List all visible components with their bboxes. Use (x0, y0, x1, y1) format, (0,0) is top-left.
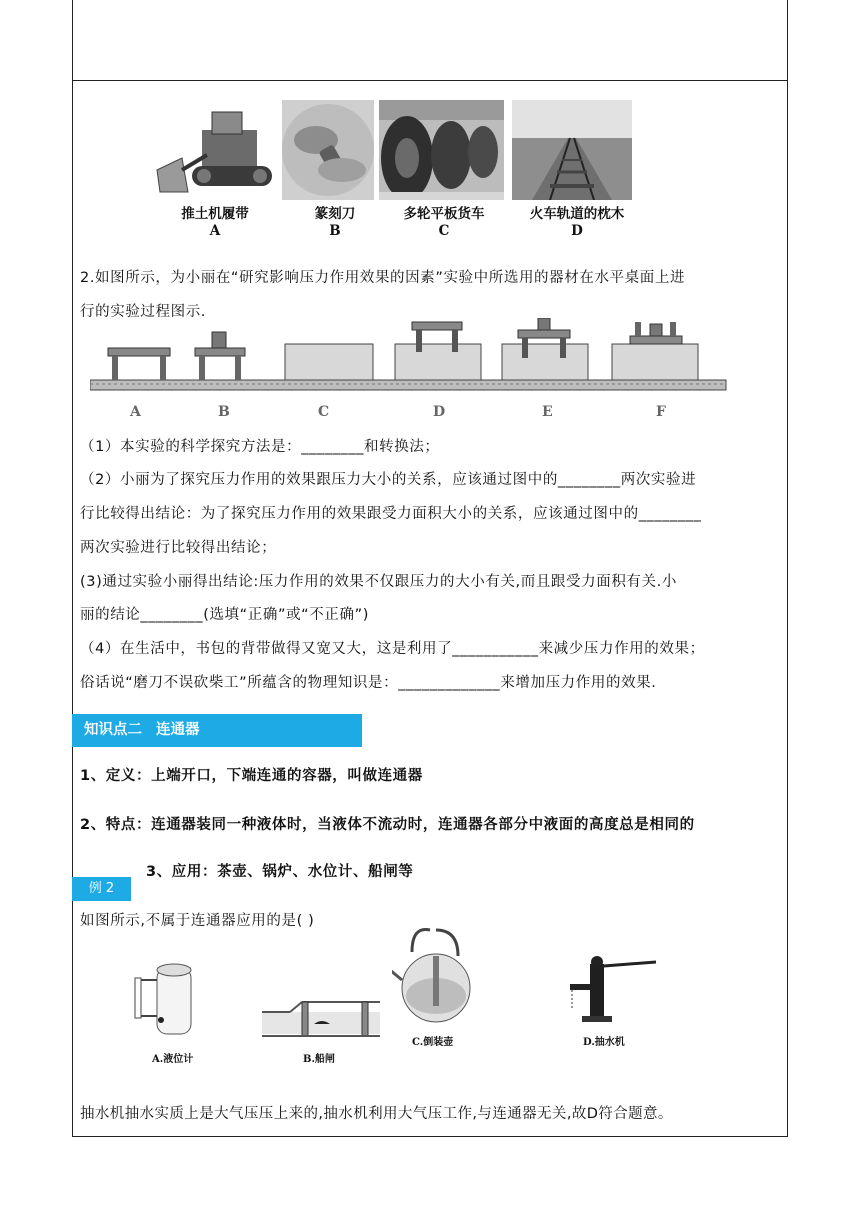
question-2-stem-line1: 2.如图所示，为小丽在“研究影响压力作用效果的因素”实验中所选用的器材在水平桌面上进 (80, 270, 686, 286)
question-2-stem-line2: 行的实验过程图示. (80, 304, 207, 320)
engraving-knife-photo (282, 100, 374, 200)
flatbed-truck-photo (379, 100, 504, 200)
caption-name: 多轮平板货车 (403, 206, 485, 222)
caption-a (160, 206, 270, 240)
frame-left-edge-top (72, 0, 73, 80)
caption-b (290, 206, 380, 240)
question-2-part4-line2: 俗话说“磨刀不误砍柴工”所蕴含的物理知识是：_____________来增加压力作用的效果. (80, 675, 657, 691)
pressure-experiment-diagram (90, 318, 730, 400)
feature-text: 2、特点：连通器装同一种液体时，当液体不流动时，连通器各部分中液面的高度总是相同的 (80, 817, 695, 833)
step-label-c: C (318, 404, 330, 420)
question-2-part3-line2: 丽的结论________(选填“正确”或“不正确”) (80, 607, 369, 623)
railway-sleepers-photo (512, 100, 632, 200)
question-2-part2-line3: 两次实验进行比较得出结论； (80, 540, 277, 556)
knowledge-point-header (72, 714, 362, 747)
question-2-part3-line1: (3)通过实验小丽得出结论:压力作用的效果不仅跟压力的大小有关,而且跟受力面积有关.小 (80, 574, 677, 590)
caption-letter: A (209, 223, 221, 239)
caption-name: 篆刻刀 (314, 206, 356, 222)
example-label-a: A.液位计 (152, 1054, 194, 1065)
question-2-part4-line1: （4）在生活中，书包的背带做得又宽又大，这是利用了___________来减少压力作用的效果； (80, 641, 705, 657)
step-label-b: B (218, 404, 230, 420)
example-label-d: D.抽水机 (583, 1037, 625, 1048)
step-label-a: A (130, 404, 141, 420)
caption-name: 推土机履带 (181, 206, 249, 222)
question-2-part2-line1: （2）小丽为了探究压力作用的效果跟压力大小的关系，应该通过图中的________两次实验进 (80, 472, 697, 488)
example-question: 如图所示,不属于连通器应用的是( ) (80, 913, 315, 929)
bulldozer-photo (152, 100, 277, 200)
example-label-c: C.倒装壶 (412, 1037, 454, 1048)
caption-c (384, 206, 504, 240)
frame-right-edge-top (787, 0, 788, 80)
application-text: 3、应用：茶壶、锅炉、水位计、船闸等 (146, 864, 414, 880)
knowledge-point-topic: 连通器 (156, 722, 200, 738)
example-tag: 例 2 (72, 877, 131, 901)
step-label-e: E (542, 404, 553, 420)
question-2-part2-line2: 行比较得出结论：为了探究压力作用的效果跟受力面积大小的关系，应该通过图中的________ (80, 506, 702, 522)
example-label-b: B.船闸 (303, 1054, 335, 1065)
knowledge-point-label: 知识点二 (84, 722, 142, 738)
water-pump-image (560, 956, 660, 1022)
caption-letter: B (329, 223, 341, 239)
level-gauge-image (125, 958, 205, 1038)
step-label-d: D (433, 404, 446, 420)
example-answer: 抽水机抽水实质上是大气压压上来的,抽水机利用大气压工作,与连通器无关,故D符合题意。 (80, 1106, 673, 1122)
caption-d (512, 206, 642, 240)
definition-text: 1、定义：上端开口，下端连通的容器，叫做连通器 (80, 768, 423, 784)
caption-name: 火车轨道的枕木 (529, 206, 625, 222)
ship-lock-image (262, 994, 380, 1044)
question-2-part1: （1）本实验的科学探究方法是：________和转换法； (80, 439, 440, 455)
step-label-f: F (656, 404, 666, 420)
inverted-pot-image (392, 926, 480, 1024)
caption-letter: C (438, 223, 450, 239)
caption-letter: D (571, 223, 583, 239)
